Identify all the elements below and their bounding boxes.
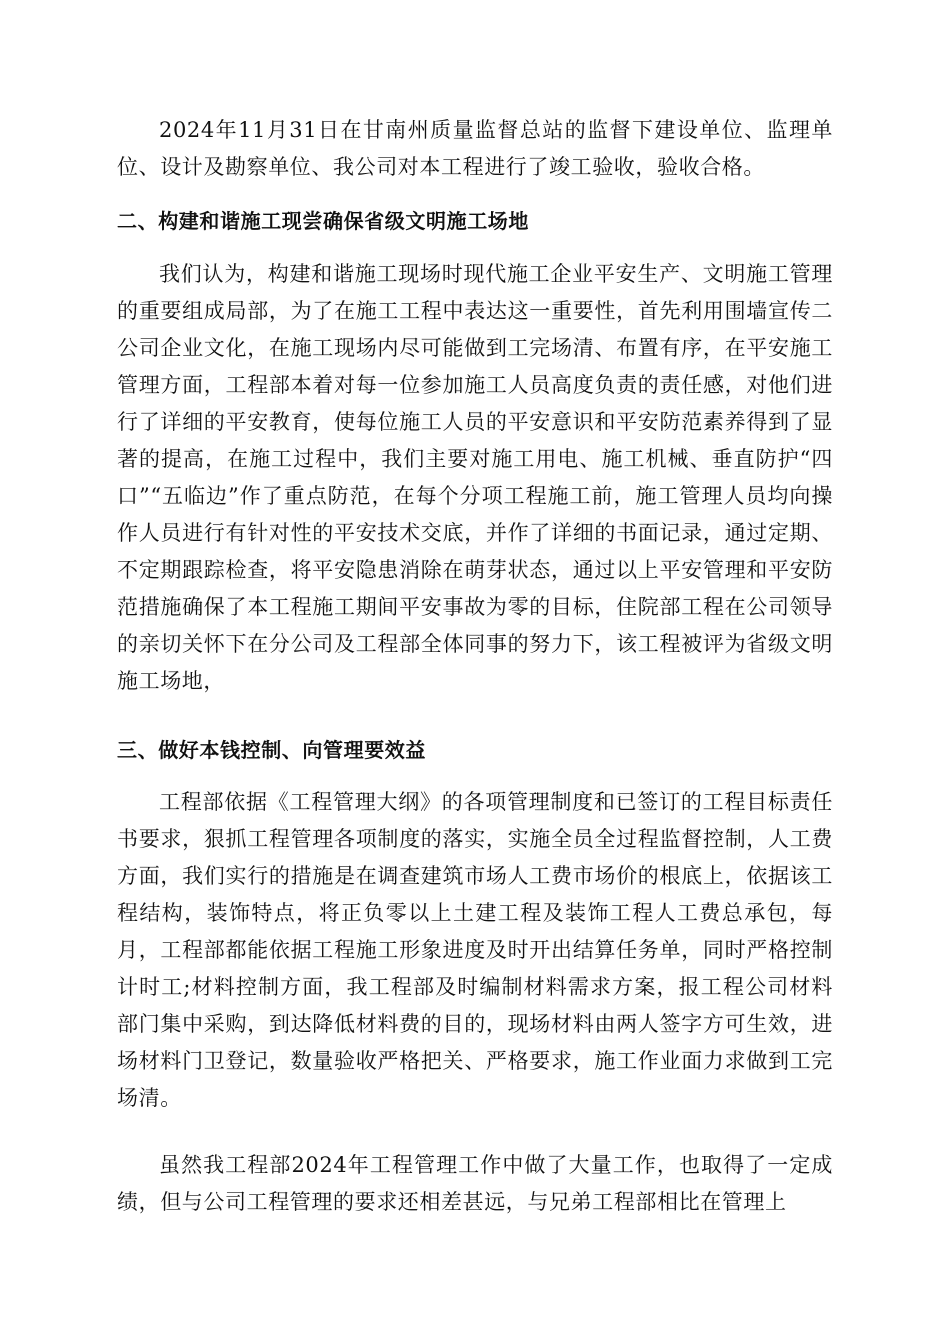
paragraph-cost-control: 工程部依据《工程管理大纲》的各项管理制度和已签订的工程目标责任书要求，狠抓工程管理各项制度的落实，实施全员全过程监督控制，人工费方面，我们实行的措施是在调查建筑市场人工费市场价的根底上，依据该工程结构，装饰特点，将正负零以上土建工程及装饰工程人工费总承包，每月，工程部都能依据工程施工形象进度及时开出结算任务单，同时严格控制计时工;材料控制方面，我工程部及时编制材料需求方案，报工程公司材料部门集中采购，到达降低材料费的目的，现场材料由两人签字方可生效，进场材料门卫登记，数量验收严格把关、严格要求，施工作业面力求做到工完场清。 [117, 790, 833, 1110]
section-heading-3: 三、做好本钱控制、向管理要效益 [117, 738, 426, 762]
paragraph-summary: 虽然我工程部2024年工程管理工作中做了大量工作，也取得了一定成绩，但与公司工程管理的要求还相差甚远，与兄弟工程部相比在管理上 [117, 1153, 833, 1214]
paragraph-safety: 我们认为，构建和谐施工现场时现代施工企业平安生产、文明施工管理的重要组成局部，为了在施工工程中表达这一重要性，首先利用围墙宣传二公司企业文化，在施工现场内尽可能做到工完场清、布置有序，在平安施工管理方面，工程部本着对每一位参加施工人员高度负责的责任感，对他们进行了详细的平安教育，使每位施工人员的平安意识和平安防范素养得到了显著的提高，在施工过程中，我们主要对施工用电、施工机械、垂直防护“四口”“五临边”作了重点防范，在每个分项工程施工前，施工管理人员均向操作人员进行有针对性的平安技术交底，并作了详细的书面记录，通过定期、不定期跟踪检查，将平安隐患消除在萌芽状态，通过以上平安管理和平安防范措施确保了本工程施工期间平安事故为零的目标，住院部工程在公司领导的亲切关怀下在分公司及工程部全体同事的努力下，该工程被评为省级文明施工场地， [117, 262, 833, 693]
paragraph-acceptance: 2024年11月31日在甘南州质量监督总站的监督下建设单位、监理单位、设计及勘察单位、我公司对本工程进行了竣工验收，验收合格。 [117, 118, 833, 179]
section-heading-2: 二、构建和谐施工现尝确保省级文明施工场地 [117, 209, 529, 233]
